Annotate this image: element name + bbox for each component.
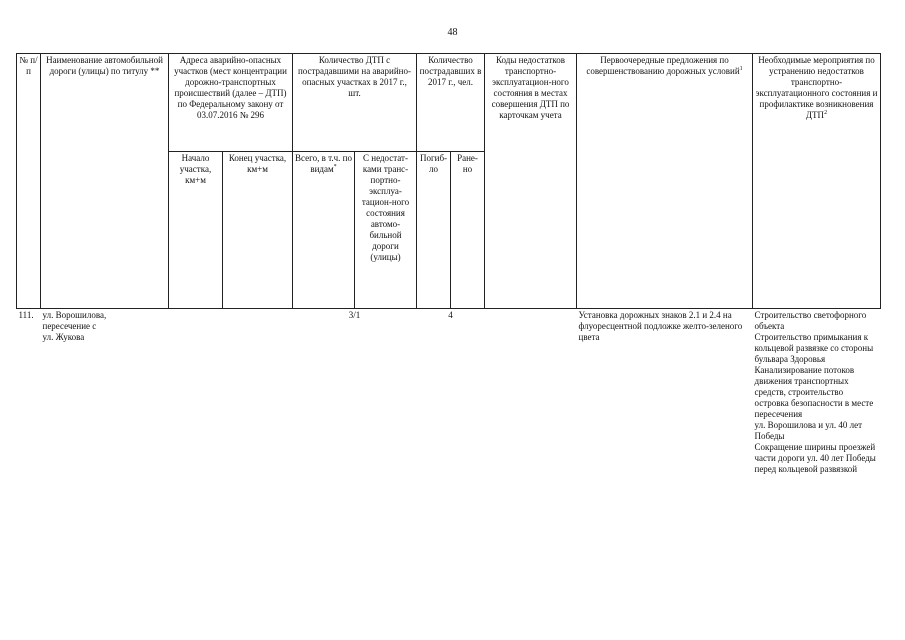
header-proposals: [577, 54, 753, 309]
header-measures-footnote: 2: [824, 110, 828, 116]
header-measures-text: Необходимые мероприятия по устранению недостатков транспортно-эксплуатационного состояния и профилактике возникновения ДТП: [755, 55, 878, 120]
row-measure-item: ул. Ворошилова и ул. 40 лет Победы: [754, 420, 863, 441]
header-measures: [753, 54, 881, 309]
header-defect-codes: Коды недостатков транспортно-эксплуатацион-ного состояния в местах совершения ДТП по карточкам учета: [485, 54, 577, 309]
header-killed: Погиб-ло: [417, 152, 451, 309]
header-total-footnote: *: [333, 164, 337, 170]
header-num: № п/п: [17, 54, 41, 309]
header-proposals-text: Первоочередные предложения по совершенствованию дорожных условий: [586, 55, 740, 76]
row-measure-item: Строительство светофорного объекта: [754, 310, 867, 331]
header-address: Адреса аварийно-опасных участков (мест концентрации дорожно-транспортных происшествий (далее – ДТП) по Федеральному закону от 03.07.2016 № 296: [169, 54, 293, 152]
row-road-line: ул. Ворошилова,: [42, 310, 107, 320]
row-defect-codes: [485, 309, 577, 539]
header-dtp-count: Количество ДТП с пострадавшими на аварийно-опасных участках в 2017 г., шт.: [293, 54, 417, 152]
header-row-top: [17, 54, 881, 152]
table-row: [17, 309, 881, 539]
header-start: Начало участка, км+м: [169, 152, 223, 309]
header-total-text: Всего, в т.ч. по видам: [295, 153, 352, 174]
row-measure-item: Сокращение ширины проезжей части дороги ул. 40 лет Победы перед кольцевой развязкой: [754, 442, 876, 474]
header-total: [293, 152, 355, 309]
header-injured: Ране-но: [451, 152, 485, 309]
header-victims-count: Количество пострадавших в 2017 г., чел.: [417, 54, 485, 152]
row-road-line: пересечение с: [42, 321, 97, 331]
header-proposals-footnote: 1: [739, 66, 743, 72]
header-with-defects: С недостат-ками транс-портно-эксплуа-тацион-ного состояния автомо-бильной дороги (улицы): [355, 152, 417, 309]
row-start: [169, 309, 223, 539]
row-measures: [753, 309, 881, 539]
row-end: [223, 309, 293, 539]
row-proposal: Установка дорожных знаков 2.1 и 2.4 на флуоресцентной подложке желто-зеленого цвета: [577, 309, 753, 539]
row-road-line: ул. Жукова: [42, 332, 85, 342]
row-victims: 4: [417, 309, 485, 539]
header-road-name: Наименование автомобильной дороги (улицы) по титулу **: [41, 54, 169, 309]
header-end: Конец участка, км+м: [223, 152, 293, 309]
row-num: 111.: [17, 309, 41, 539]
page-number: 48: [447, 27, 458, 38]
row-road: [41, 309, 169, 539]
row-dtp: 3/1: [293, 309, 417, 539]
row-measure-item: Строительство примыкания к кольцевой развязке со стороны бульвара Здоровья: [754, 332, 874, 364]
accident-table: [16, 53, 881, 539]
row-measure-item: Канализирование потоков движения транспортных средств, строительство островка безопасности в месте пересечения: [754, 365, 874, 419]
